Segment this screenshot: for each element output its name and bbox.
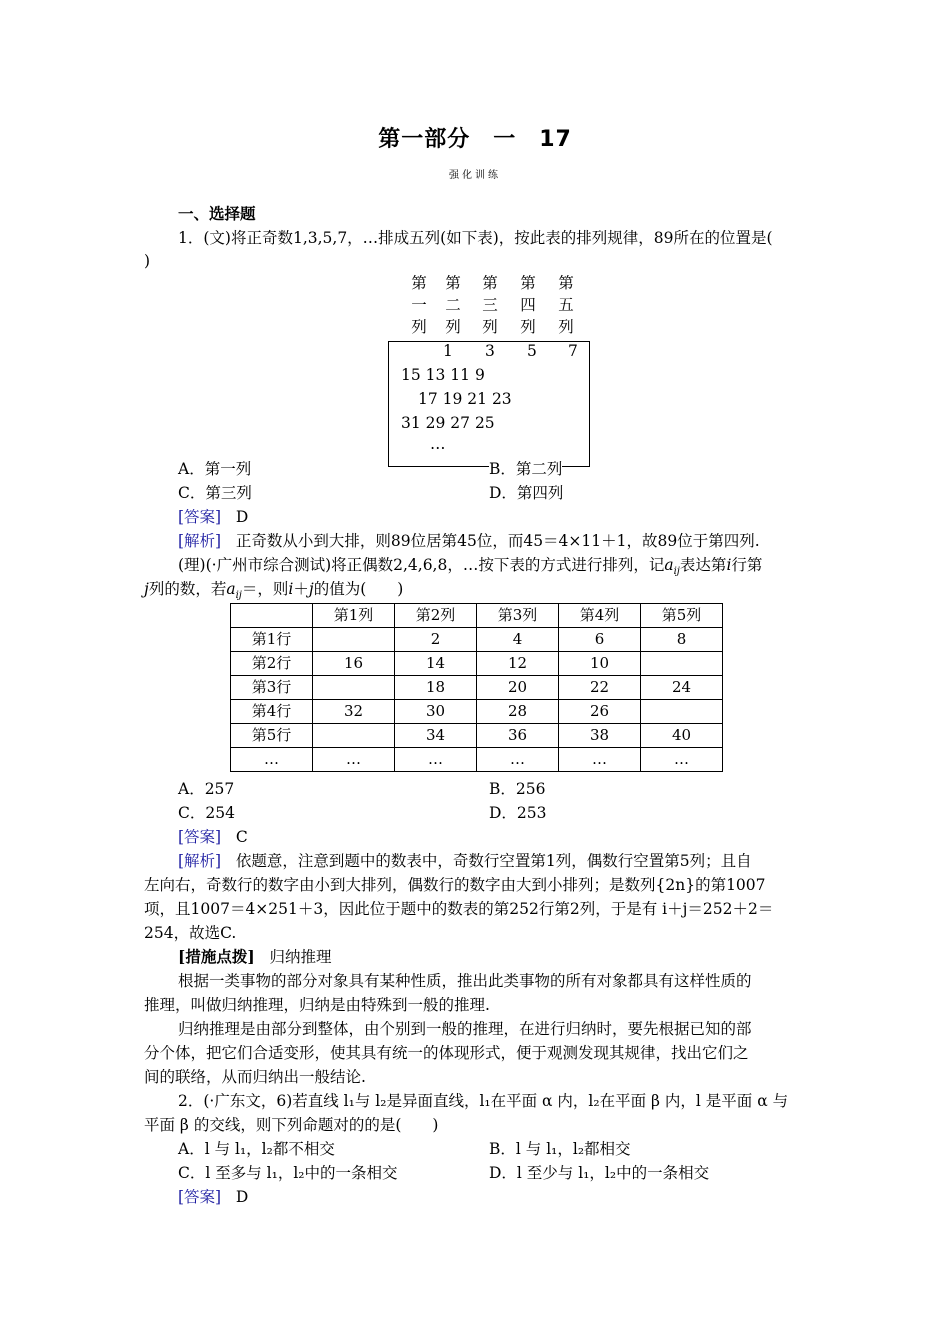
table-cell: 26 [559, 700, 641, 724]
q1b-text: (理)(·广州市综合测试)将正偶数2,4,6,8，…按下表的方式进行排列，记$a_{ij}$表达第i行第 [178, 556, 763, 578]
table-row [231, 700, 723, 724]
q2-answer [178, 1186, 248, 1208]
tip-paragraph-2: 归纳推理是由部分到整体，由个别到一般的推理，在进行归纳时，要先根据已知的部 [178, 1020, 752, 1038]
answer-value: D [235, 1188, 249, 1206]
table-cell: 18 [395, 676, 477, 700]
odd-row-2: 15 13 11 9 [401, 366, 485, 384]
table-cell: 28 [477, 700, 559, 724]
page-title: 第一部分 一 17 [378, 127, 572, 152]
col-header-5: 第 五 列 [558, 274, 574, 336]
table-row [231, 724, 723, 748]
section-heading: 一、选择题 [178, 204, 256, 223]
q2-option-a: A．l 与 l₁，l₂都不相交 [178, 1140, 335, 1158]
table-cell: 38 [559, 724, 641, 748]
document-page: 第一部分 一 17 强化训练 一、选择题 1．(文)将正奇数1,3,5,7，…排成五列(如下表)，按此表的排列规律，89所在的位置是( ) 第 一 列 第 二 列 第 三 列 第 四 列 第 五 列 1 3 5 7 15 13 11 9 17 19 21 23 31 29 27 25 … A．第一列 B．第二列 C．第三列 D．第四列 [答案] D [解析] 正奇数从小到大排，则89位居第45位，而45＝4×11＋1，故89位于第四列. (理)(·广州市综合测试)将正偶数2,4,6,8，…按下表的方式进行排列，记$a_{ij}$表达第i行第 j列的数，若$a_{ij}=$，则i＋j的值为( ) 第1列 第2列 第3列 第4列 第5列 第1行 2 4 6 8 第2行 16 14 12 10 第3行 18 20 22 24 第4行 32 30 28 26 第5行 34 36 38 40 … … … … … … A．257 B．256 C．254 D．253 [答案] C [解析] 依题意，注意到题中的数表中，奇数行空置第1列，偶数行空置第5列；且自 左向右，奇数行的数字由小到大排列，偶数行的数字由大到小排列；是数列{2n}的第1007 项，且1007＝4×251＋3，因此位于题中的数表的第252行第2列，于是有 i＋j＝252＋2＝ 254，故选C. [措施点拨] 归纳推理 根据一类事物的部分对象具有某种性质，推出此类事物的所有对象都具有这样性质的 推理，叫做归纳推理，归纳是由特殊到一般的推理. 归纳推理是由部分到整体，由个别到一般的推理，在进行归纳时，要先根据已知的部 分个体，把它们合适变形，使其具有统一的体现形式，便于观测发现其规律，找出它们之 间的联络，从而归纳出一般结论. 2．(·广东文，6)若直线 l₁与 l₂是异面直线，l₁在平面 α 内，l₂在平面 β 内，l 是平面 α 与 平面 β 的交线，则下列命题对的的是( ) A．l 与 l₁，l₂都不相交 B．l 与 l₁，l₂都相交 C．l 至多与 l₁，l₂中的一条相交 D．l 至少与 l₁，l₂中的一条相交 [答案] D [0, 0, 950, 1344]
q1-option-a: A．第一列 [178, 460, 252, 478]
table-cell: 24 [641, 676, 723, 700]
table-cell: 8 [641, 628, 723, 652]
q1b-analysis-line3: 项，且1007＝4×251＋3，因此位于题中的数表的第252行第2列，于是有 i＋j＝252＋2＝ [144, 900, 774, 918]
table-cell: 16 [313, 652, 395, 676]
q2-option-d: D．l 至少与 l₁，l₂中的一条相交 [489, 1164, 710, 1182]
table-cell: … [477, 748, 559, 772]
q1-option-c: C．第三列 [178, 484, 252, 502]
tip-paragraph-2-end: 间的联络，从而归纳出一般结论. [144, 1068, 366, 1086]
table-cell: 第1行 [231, 628, 313, 652]
col-header-1: 第 一 列 [411, 274, 427, 336]
table-cell [641, 652, 723, 676]
table-row [231, 628, 723, 652]
odd-row-3: 17 19 21 23 [418, 390, 512, 408]
table-cell [641, 700, 723, 724]
q1b-option-c: C．254 [178, 804, 235, 822]
table-cell: 第3行 [231, 676, 313, 700]
table-cell: 第5行 [231, 724, 313, 748]
q1b-option-a: A．257 [178, 780, 235, 798]
page-subtitle: 强化训练 [449, 170, 501, 181]
table-row [231, 652, 723, 676]
tip-heading [178, 946, 331, 968]
answer-tag: [答案] [178, 828, 222, 846]
table-cell: 6 [559, 628, 641, 652]
tip-tag: [措施点拨] [178, 947, 255, 966]
table-cell: 36 [477, 724, 559, 748]
q1b-option-b: B．256 [489, 780, 546, 798]
table-row [231, 748, 723, 772]
table-cell: 30 [395, 700, 477, 724]
q1-analysis [178, 530, 760, 552]
odd-row-4: 31 29 27 25 [401, 414, 495, 432]
tip-title: 归纳推理 [269, 948, 332, 966]
answer-value: C [235, 828, 248, 846]
table-cell: … [559, 748, 641, 772]
q2-text: 2．(·广东文，6)若直线 l₁与 l₂是异面直线，l₁在平面 α 内，l₂在平面 β 内，l 是平面 α 与 [178, 1092, 789, 1110]
q1-text-cont: ) [144, 252, 151, 270]
table-cell: 20 [477, 676, 559, 700]
table-row [231, 676, 723, 700]
q2-text-cont: 平面 β 的交线，则下列命题对的的是( ) [144, 1116, 439, 1134]
table-cell: 40 [641, 724, 723, 748]
table-cell: 第4行 [231, 700, 313, 724]
q1-option-b: B．第二列 [489, 460, 563, 478]
table-cell: 10 [559, 652, 641, 676]
table-cell: … [231, 748, 313, 772]
analysis-text: 正奇数从小到大排，则89位居第45位，而45＝4×11＋1，故89位于第四列. [235, 532, 760, 550]
answer-value: D [235, 508, 249, 526]
table-cell: … [641, 748, 723, 772]
table-header-row [231, 604, 723, 628]
tip-paragraph-2-cont: 分个体，把它们合适变形，使其具有统一的体现形式，便于观测发现其规律，找出它们之 [144, 1044, 749, 1062]
col-header-2: 第 二 列 [445, 274, 461, 336]
col-header-3: 第 三 列 [482, 274, 498, 336]
table-cell: 2 [395, 628, 477, 652]
table-cell: 14 [395, 652, 477, 676]
table-cell: 12 [477, 652, 559, 676]
q1b-answer [178, 826, 248, 848]
table-cell: 32 [313, 700, 395, 724]
table-cell [231, 604, 313, 628]
q1-answer [178, 506, 248, 528]
q1b-analysis [178, 850, 752, 872]
table-cell: 4 [477, 628, 559, 652]
table-cell [313, 628, 395, 652]
tip-paragraph-1-cont: 推理，叫做归纳推理，归纳是由特殊到一般的推理. [144, 996, 490, 1014]
table-cell [313, 724, 395, 748]
q1b-text-cont: j列的数，若$a_{ij}=$，则i＋j的值为( ) [144, 580, 404, 602]
table-cell: 34 [395, 724, 477, 748]
col-header-4: 第 四 列 [520, 274, 536, 336]
analysis-tag: [解析] [178, 532, 222, 550]
odd-row-ellipsis: … [430, 435, 446, 453]
q1b-option-d: D．253 [489, 804, 547, 822]
q1b-analysis-line4: 254，故选C. [144, 924, 237, 942]
table-cell: 第4列 [559, 604, 641, 628]
answer-tag: [答案] [178, 1188, 222, 1206]
q2-option-c: C．l 至多与 l₁，l₂中的一条相交 [178, 1164, 398, 1182]
table-cell: … [313, 748, 395, 772]
q1-option-d: D．第四列 [489, 484, 564, 502]
table-cell: 第5列 [641, 604, 723, 628]
table-cell: … [395, 748, 477, 772]
q1b-analysis-line2: 左向右，奇数行的数字由小到大排列，偶数行的数字由大到小排列；是数列{2n}的第1007 [144, 876, 766, 894]
q1-text: 1．(文)将正奇数1,3,5,7，…排成五列(如下表)，按此表的排列规律，89所在的位置是( [178, 229, 773, 247]
tip-paragraph-1: 根据一类事物的部分对象具有某种性质，推出此类事物的所有对象都具有这样性质的 [178, 972, 752, 990]
table-cell: 22 [559, 676, 641, 700]
table-cell: 第2列 [395, 604, 477, 628]
table-cell [313, 676, 395, 700]
table-cell: 第3列 [477, 604, 559, 628]
table-cell: 第1列 [313, 604, 395, 628]
analysis-tag: [解析] [178, 852, 222, 870]
answer-tag: [答案] [178, 508, 222, 526]
even-number-table [230, 603, 723, 772]
q2-option-b: B．l 与 l₁，l₂都相交 [489, 1140, 631, 1158]
analysis-text: 依题意，注意到题中的数表中，奇数行空置第1列，偶数行空置第5列；且自 [235, 852, 752, 870]
table-cell: 第2行 [231, 652, 313, 676]
